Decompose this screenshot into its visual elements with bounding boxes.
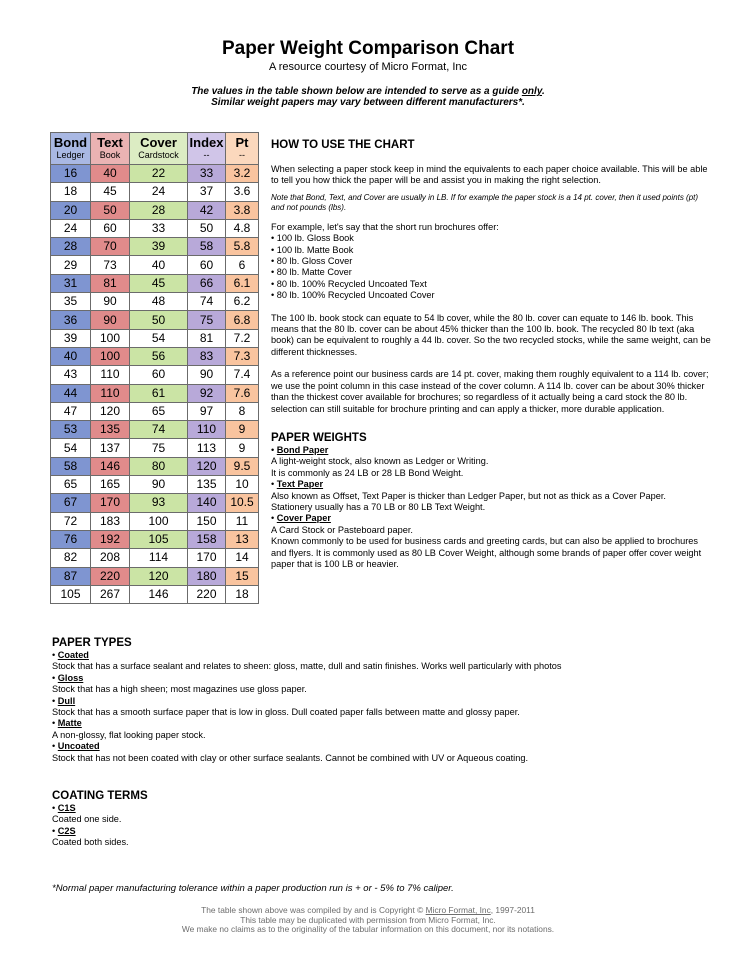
cell-bond: 40 <box>51 347 91 365</box>
cell-pt: 5.8 <box>226 238 259 256</box>
cell-cover: 120 <box>130 567 188 585</box>
table-row <box>51 476 259 494</box>
cell-cover: 28 <box>130 201 188 219</box>
paper-type-matte <box>52 718 732 741</box>
table-row <box>51 347 259 365</box>
bullet: • <box>52 803 58 813</box>
bullet: • <box>52 650 58 660</box>
cell-index: 33 <box>188 165 226 183</box>
cell-cover: 54 <box>130 329 188 347</box>
cell-pt: 18 <box>226 585 259 603</box>
paper-types-heading: PAPER TYPES <box>52 637 132 649</box>
cell-index: 170 <box>188 549 226 567</box>
cell-text: 208 <box>91 549 130 567</box>
cell-bond: 58 <box>51 457 91 475</box>
notice-text: The values in the table shown below are intended to serve as a guide <box>191 86 522 97</box>
cell-cover: 50 <box>130 311 188 329</box>
guide-notice-line2: Similar weight papers may vary between different manufacturers*. <box>211 97 525 108</box>
cell-index: 75 <box>188 311 226 329</box>
list-item: • 100 lb. Gloss Book <box>271 233 354 244</box>
cell-index: 220 <box>188 585 226 603</box>
how-to-intro: When selecting a paper stock keep in mind the equivalents to each paper choice available. This will be able to tell you how thick the paper will be and assist you in making the right selection. <box>271 164 708 186</box>
table-row <box>51 219 259 237</box>
cell-text: 45 <box>91 183 130 201</box>
cell-cover: 40 <box>130 256 188 274</box>
cell-text: 146 <box>91 457 130 475</box>
paper-type-label: Gloss <box>57 672 84 683</box>
cell-cover: 56 <box>130 347 188 365</box>
cell-text: 100 <box>91 347 130 365</box>
paper-type-desc: Stock that has a smooth surface paper that is low in gloss. Dull coated paper falls between matte and glossy paper. <box>52 707 520 718</box>
coating-term-label: C2S <box>57 825 76 836</box>
notice-emphasis: only <box>521 86 543 97</box>
table-row <box>51 165 259 183</box>
header-sub: -- <box>239 150 245 160</box>
table-row <box>51 384 259 402</box>
table-row <box>51 512 259 530</box>
header-label: Text <box>97 135 123 150</box>
cell-cover: 105 <box>130 530 188 548</box>
table-body <box>51 165 259 604</box>
cell-cover: 93 <box>130 494 188 512</box>
cell-pt: 7.3 <box>226 347 259 365</box>
cell-text: 110 <box>91 366 130 384</box>
cell-cover: 114 <box>130 549 188 567</box>
paper-type-label: Uncoated <box>57 741 100 752</box>
paper-weight-desc: A Card Stock or Pasteboard paper. <box>271 524 413 535</box>
header-label: Bond <box>53 135 88 150</box>
copyright-footer <box>0 906 736 935</box>
table-row <box>51 366 259 384</box>
paper-type-uncoated <box>52 741 732 764</box>
coating-term-desc: Coated one side. <box>52 814 122 825</box>
cell-text: 120 <box>91 402 130 420</box>
cell-index: 92 <box>188 384 226 402</box>
table-row <box>51 311 259 329</box>
cell-cover: 90 <box>130 476 188 494</box>
header-sub: Ledger <box>56 150 85 160</box>
cell-cover: 75 <box>130 439 188 457</box>
cell-pt: 4.8 <box>226 219 259 237</box>
coating-terms-section <box>52 789 732 849</box>
cell-pt: 6.1 <box>226 274 259 292</box>
cell-bond: 35 <box>51 293 91 311</box>
cell-cover: 48 <box>130 293 188 311</box>
page-subtitle: A resource courtesy of Micro Format, Inc <box>268 61 468 73</box>
cell-index: 42 <box>188 201 226 219</box>
cell-cover: 39 <box>130 238 188 256</box>
cell-pt: 3.2 <box>226 165 259 183</box>
cell-bond: 31 <box>51 274 91 292</box>
cell-text: 70 <box>91 238 130 256</box>
cell-bond: 43 <box>51 366 91 384</box>
cell-text: 192 <box>91 530 130 548</box>
cell-text: 135 <box>91 421 130 439</box>
paper-type-desc: Stock that has a high sheen; most magazines use gloss paper. <box>52 684 307 695</box>
table-row <box>51 293 259 311</box>
cell-index: 50 <box>188 219 226 237</box>
how-to-heading: HOW TO USE THE CHART <box>271 139 415 151</box>
paper-weight-desc: It is commonly as 24 LB or 28 LB Bond Weight. <box>271 467 464 478</box>
page-title: Paper Weight Comparison Chart <box>221 38 515 59</box>
paper-type-label: Dull <box>57 695 76 706</box>
paper-type-gloss <box>52 673 732 696</box>
guide-notice <box>0 86 736 108</box>
cell-pt: 7.2 <box>226 329 259 347</box>
paper-weight-desc: Known commonly to be used for business cards and greeting cards, but can also be applied to brochures and flyers. It is commonly used as 80 LB Cover Weight, although some brands of paper offer cover weight paper that is 100 LB or heavier. <box>271 536 702 569</box>
coating-terms-heading: COATING TERMS <box>52 790 148 802</box>
cell-text: 267 <box>91 585 130 603</box>
paper-weight-bond <box>271 445 711 479</box>
cell-index: 66 <box>188 274 226 292</box>
header-pt <box>226 133 259 165</box>
cell-pt: 6.2 <box>226 293 259 311</box>
list-item: • 100 lb. Matte Book <box>271 244 354 255</box>
header-label: Index <box>189 135 224 150</box>
cell-bond: 36 <box>51 311 91 329</box>
cell-index: 81 <box>188 329 226 347</box>
footer-line3: We make no claims as to the originality of the tabular information on this document, nor its notations. <box>181 924 555 935</box>
cell-cover: 60 <box>130 366 188 384</box>
cell-bond: 20 <box>51 201 91 219</box>
table-row <box>51 402 259 420</box>
how-to-section <box>271 138 711 570</box>
cell-bond: 44 <box>51 384 91 402</box>
bullet: • <box>271 479 277 490</box>
list-item: • 80 lb. 100% Recycled Uncoated Text <box>271 278 427 289</box>
paper-type-coated <box>52 650 732 673</box>
footer-text: , 1997-2011 <box>490 905 535 915</box>
cell-index: 90 <box>188 366 226 384</box>
cell-pt: 9 <box>226 439 259 457</box>
cell-bond: 65 <box>51 476 91 494</box>
table-row <box>51 274 259 292</box>
micro-format-link[interactable]: Micro Format, Inc <box>425 905 491 915</box>
table-row <box>51 457 259 475</box>
cell-pt: 9.5 <box>226 457 259 475</box>
cell-index: 140 <box>188 494 226 512</box>
how-to-example: For example, let's say that the short run brochures offer: <box>271 221 499 232</box>
cell-text: 60 <box>91 219 130 237</box>
table-row <box>51 585 259 603</box>
cell-pt: 10 <box>226 476 259 494</box>
cell-bond: 24 <box>51 219 91 237</box>
coating-term-desc: Coated both sides. <box>52 837 129 848</box>
cell-text: 40 <box>91 165 130 183</box>
table-row <box>51 421 259 439</box>
cell-cover: 80 <box>130 457 188 475</box>
cell-cover: 100 <box>130 512 188 530</box>
cell-index: 74 <box>188 293 226 311</box>
cell-pt: 7.4 <box>226 366 259 384</box>
cell-text: 100 <box>91 329 130 347</box>
cell-pt: 6.8 <box>226 311 259 329</box>
paper-type-desc: A non-glossy, flat looking paper stock. <box>52 729 206 740</box>
cell-pt: 10.5 <box>226 494 259 512</box>
bullet: • <box>271 513 277 524</box>
guide-notice-line1 <box>0 86 736 97</box>
list-item: • 80 lb. Gloss Cover <box>271 256 353 267</box>
paper-types-section <box>52 636 732 764</box>
cell-text: 170 <box>91 494 130 512</box>
cell-text: 183 <box>91 512 130 530</box>
paper-type-label: Matte <box>57 718 82 729</box>
table-row <box>51 567 259 585</box>
cell-cover: 24 <box>130 183 188 201</box>
cell-text: 165 <box>91 476 130 494</box>
cell-bond: 16 <box>51 165 91 183</box>
header-text <box>91 133 130 165</box>
cell-bond: 47 <box>51 402 91 420</box>
cell-cover: 45 <box>130 274 188 292</box>
cell-pt: 8 <box>226 402 259 420</box>
paper-weight-desc: Also known as Offset, Text Paper is thicker than Ledger Paper, but not as thick as a Cover Paper. <box>271 490 666 501</box>
bullet: • <box>52 825 58 836</box>
table-row <box>51 494 259 512</box>
header-sub: Cardstock <box>138 150 179 160</box>
footer-line2: This table may be duplicated with permission from Micro Format, Inc. <box>240 914 496 925</box>
cell-index: 135 <box>188 476 226 494</box>
cell-pt: 7.6 <box>226 384 259 402</box>
cell-cover: 74 <box>130 421 188 439</box>
paper-type-dull <box>52 696 732 719</box>
cell-text: 90 <box>91 311 130 329</box>
table-row <box>51 238 259 256</box>
bullet: • <box>271 444 277 455</box>
table-row <box>51 439 259 457</box>
list-item: • 80 lb. Matte Cover <box>271 267 352 278</box>
paper-type-desc: Stock that has a surface sealant and relates to sheen: gloss, matte, dull and satin finishes. Works well particularly with photos <box>52 661 562 672</box>
paper-weights-heading: PAPER WEIGHTS <box>271 431 367 444</box>
cell-bond: 87 <box>51 567 91 585</box>
cell-bond: 39 <box>51 329 91 347</box>
cell-index: 83 <box>188 347 226 365</box>
how-to-note: Note that Bond, Text, and Cover are usually in LB. If for example the paper stock is a 14 pt. cover, then it used points (pt) and not pounds (lbs). <box>271 192 699 212</box>
tolerance-footnote: *Normal paper manufacturing tolerance within a paper production run is + or - 5% to 7% caliper. <box>52 883 454 894</box>
cell-index: 37 <box>188 183 226 201</box>
cell-cover: 146 <box>130 585 188 603</box>
cell-bond: 28 <box>51 238 91 256</box>
cell-cover: 22 <box>130 165 188 183</box>
cell-pt: 3.8 <box>226 201 259 219</box>
table-row <box>51 549 259 567</box>
cell-bond: 82 <box>51 549 91 567</box>
cell-text: 81 <box>91 274 130 292</box>
table-row <box>51 329 259 347</box>
cell-index: 113 <box>188 439 226 457</box>
cell-pt: 13 <box>226 530 259 548</box>
cell-index: 110 <box>188 421 226 439</box>
coating-term-c1s <box>52 803 732 826</box>
header-bond <box>51 133 91 165</box>
cell-index: 58 <box>188 238 226 256</box>
cell-bond: 72 <box>51 512 91 530</box>
cell-index: 120 <box>188 457 226 475</box>
cell-text: 90 <box>91 293 130 311</box>
cell-index: 180 <box>188 567 226 585</box>
paper-weight-label: Bond Paper <box>276 444 329 455</box>
header-sub: Book <box>99 150 121 160</box>
header-cover <box>130 133 188 165</box>
cell-bond: 18 <box>51 183 91 201</box>
table-row <box>51 201 259 219</box>
paper-type-desc: Stock that has not been coated with clay or other surface sealants. Cannot be combined with UV or Aqueous coating. <box>52 752 528 763</box>
cell-cover: 61 <box>130 384 188 402</box>
bullet: • <box>52 718 58 729</box>
notice-text-end: . <box>542 86 545 97</box>
paper-weight-label: Cover Paper <box>276 513 331 524</box>
cell-text: 137 <box>91 439 130 457</box>
cell-text: 220 <box>91 567 130 585</box>
table-header-row <box>51 133 259 165</box>
header-index <box>188 133 226 165</box>
cell-bond: 29 <box>51 256 91 274</box>
cell-index: 60 <box>188 256 226 274</box>
cell-cover: 65 <box>130 402 188 420</box>
paper-weight-desc: A light-weight stock, also known as Ledger or Writing. <box>271 456 489 467</box>
paper-weight-label: Text Paper <box>276 479 324 490</box>
bullet: • <box>52 741 58 752</box>
weight-table <box>50 132 259 604</box>
cell-index: 158 <box>188 530 226 548</box>
table-row <box>51 530 259 548</box>
table-row <box>51 256 259 274</box>
page-header <box>0 38 736 74</box>
cell-text: 50 <box>91 201 130 219</box>
how-to-explanation: The 100 lb. book stock can equate to 54 lb cover, while the 80 lb. cover can equate to 146 lb. book. This means that the 80 lb. cover can be about 45% thicker than the 100 lb. book. The recycled 80 lb text (aka book) can be equivalent to roughly a 44 lb. cover. So the two recycled stocks, while the same weight, can be different thicknesses. <box>271 312 711 357</box>
coating-term-c2s <box>52 826 732 849</box>
cell-index: 150 <box>188 512 226 530</box>
bullet: • <box>52 695 58 706</box>
cell-pt: 15 <box>226 567 259 585</box>
cell-bond: 54 <box>51 439 91 457</box>
cell-pt: 14 <box>226 549 259 567</box>
list-item: • 80 lb. 100% Recycled Uncoated Cover <box>271 290 435 301</box>
paper-weight-desc: Stationery usually has a 70 LB or 80 LB Text Weight. <box>271 501 486 512</box>
header-sub: -- <box>203 150 210 160</box>
cell-pt: 6 <box>226 256 259 274</box>
table-row <box>51 183 259 201</box>
header-label: Cover <box>140 135 177 150</box>
cell-pt: 11 <box>226 512 259 530</box>
cell-text: 73 <box>91 256 130 274</box>
cell-bond: 53 <box>51 421 91 439</box>
cell-bond: 76 <box>51 530 91 548</box>
header-label: Pt <box>235 135 249 150</box>
cell-pt: 3.6 <box>226 183 259 201</box>
coating-term-label: C1S <box>57 803 76 813</box>
paper-weight-text <box>271 479 711 513</box>
footer-text: The table shown above was compiled by and is Copyright © <box>201 905 426 915</box>
paper-weight-cover <box>271 513 711 570</box>
cell-text: 110 <box>91 384 130 402</box>
cell-index: 97 <box>188 402 226 420</box>
how-to-reference: As a reference point our business cards are 14 pt. cover, making them roughly equivalent to a 114 lb. cover; we use the point column in this case instead of the cover column. A 114 lb. cover can be about 30% thicker than the thickest cover available for brochures; so regardless of it actually being a card stock the 80 lb. selection can still suitable for brochure printing and can apply a thicker, more durable application. <box>271 369 709 414</box>
cell-pt: 9 <box>226 421 259 439</box>
cell-cover: 33 <box>130 219 188 237</box>
cell-bond: 105 <box>51 585 91 603</box>
paper-type-label: Coated <box>57 650 89 660</box>
bullet: • <box>52 672 58 683</box>
cell-bond: 67 <box>51 494 91 512</box>
brochure-options <box>271 233 711 301</box>
